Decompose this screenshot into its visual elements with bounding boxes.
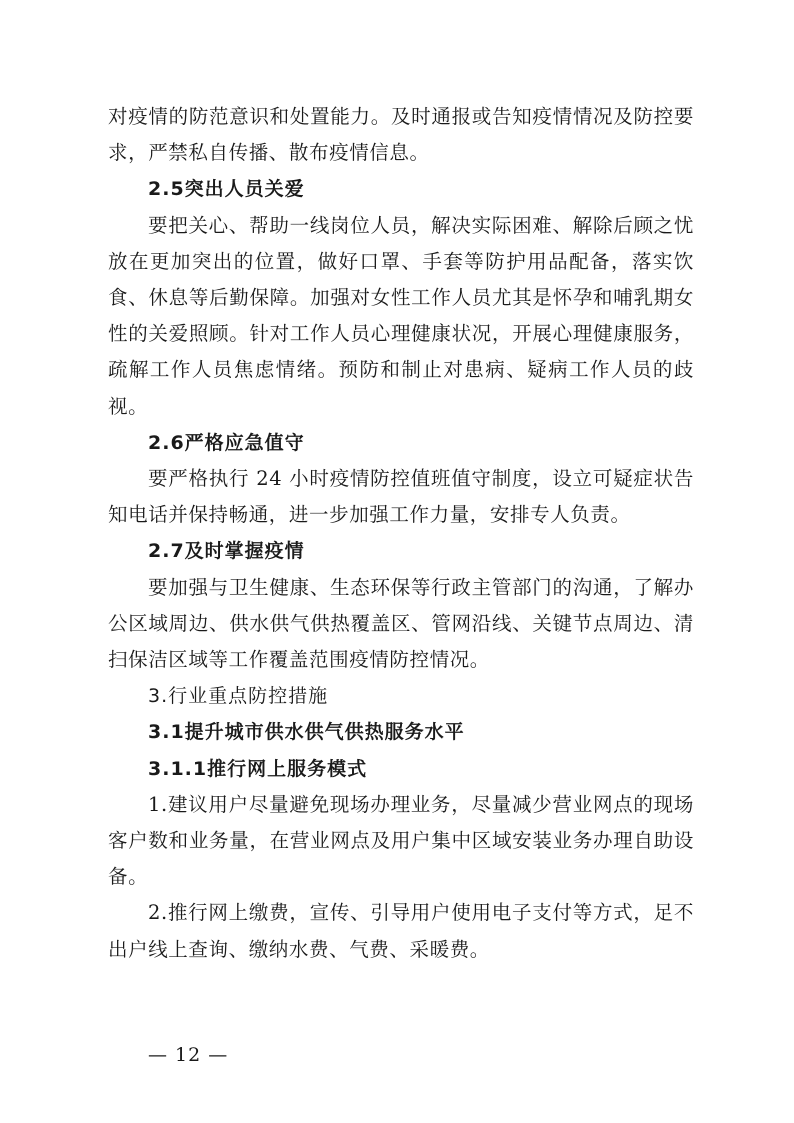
section-heading-3-1: 3.1提升城市供水供气供热服务水平 — [148, 721, 465, 744]
section-heading-3: 3.行业重点防控措施 — [148, 685, 329, 708]
paragraph-grasp-epidemic: 要加强与卫生健康、生态环保等行政主管部门的沟通，了解办公区域周边、供水供气供热覆盖区、管网沿线、关键节点周边、清扫保洁区域等工作覆盖范围疫情防控情况。 — [108, 575, 694, 672]
section-heading-3-1-1: 3.1.1推行网上服务模式 — [148, 757, 368, 780]
section-heading-2-7: 2.7及时掌握疫情 — [148, 540, 305, 563]
section-heading-2-5: 2.5突出人员关爱 — [148, 178, 305, 201]
section-heading-2-6: 2.6严格应急值守 — [148, 431, 305, 454]
paragraph-staff-care: 要把关心、帮助一线岗位人员，解决实际困难、解除后顾之忧放在更加突出的位置，做好口罩、手套等防护用品配备，落实饮食、休息等后勤保障。加强对女性工作人员尤其是怀孕和哺乳期女性的关爱照顾。针对工作人员心理健康状况，开展心理健康服务，疏解工作人员焦虑情绪。预防和制止对患病、疑病工作人员的歧视。 — [108, 213, 694, 418]
page-number: — 12 — — [148, 1044, 229, 1066]
paragraph-online-service-2: 2.推行网上缴费，宣传、引导用户使用电子支付等方式，足不出户线上查询、缴纳水费、气费、采暖费。 — [108, 901, 694, 961]
document-body — [108, 99, 694, 968]
paragraph-epidemic-awareness: 对疫情的防范意识和处置能力。及时通报或告知疫情情况及防控要求，严禁私自传播、散布疫情信息。 — [108, 105, 694, 165]
paragraph-emergency-duty: 要严格执行 24 小时疫情防控值班值守制度，设立可疑症状告知电话并保持畅通，进一步加强工作力量，安排专人负责。 — [108, 467, 694, 527]
paragraph-online-service-1: 1.建议用户尽量避免现场办理业务，尽量减少营业网点的现场客户数和业务量，在营业网点及用户集中区域安装业务办理自助设备。 — [108, 792, 694, 889]
